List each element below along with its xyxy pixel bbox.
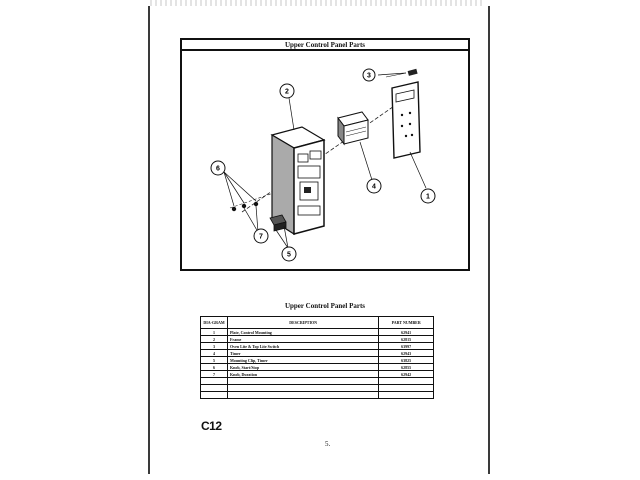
- cell-diagram: [201, 378, 228, 385]
- timer: [338, 112, 368, 144]
- svg-text:1: 1: [426, 193, 430, 201]
- assembly-axis-line: [242, 95, 410, 212]
- cell-description: [227, 378, 378, 385]
- cell-part-number: 62855: [379, 364, 434, 371]
- cell-description: Timer: [227, 350, 378, 357]
- cell-diagram: 4: [201, 350, 228, 357]
- callout-6: [211, 161, 225, 175]
- cell-diagram: 5: [201, 357, 228, 364]
- table-row: [201, 371, 434, 378]
- svg-text:6: 6: [216, 165, 220, 173]
- svg-text:4: 4: [372, 183, 376, 191]
- cell-diagram: 3: [201, 343, 228, 350]
- diagram-title: Upper Control Panel Parts: [182, 40, 468, 51]
- mounting-clip: [270, 215, 286, 231]
- control-mounting-plate: [392, 82, 420, 158]
- callout-3: [363, 69, 375, 81]
- cell-part-number: 62815: [379, 336, 434, 343]
- cell-description: Frame: [227, 336, 378, 343]
- header-part-number: PART NUMBER: [379, 317, 434, 329]
- cell-diagram: 6: [201, 364, 228, 371]
- cell-diagram: [201, 385, 228, 392]
- callout-2: [280, 84, 294, 98]
- cell-part-number: 63825: [379, 357, 434, 364]
- callout-1: [421, 189, 435, 203]
- cell-description: Knob, Duration: [227, 371, 378, 378]
- cell-part-number: [379, 378, 434, 385]
- cell-part-number: 62943: [379, 350, 434, 357]
- parts-table: [200, 316, 434, 399]
- svg-text:7: 7: [259, 233, 263, 241]
- callout-4: [367, 179, 381, 193]
- table-row: [201, 392, 434, 399]
- table-row: [201, 378, 434, 385]
- table-row: [201, 364, 434, 371]
- cell-part-number: [379, 392, 434, 399]
- cell-diagram: 1: [201, 329, 228, 336]
- callout-7: [254, 229, 268, 243]
- table-row: [201, 357, 434, 364]
- exploded-diagram: [180, 38, 470, 271]
- diagram-drawing: [182, 40, 468, 269]
- svg-text:5: 5: [287, 251, 291, 259]
- header-description: DESCRIPTION: [227, 317, 378, 329]
- table-row: [201, 343, 434, 350]
- oven-lite-switch: [386, 69, 418, 77]
- cell-description: Mounting Clip, Timer: [227, 357, 378, 364]
- cell-description: [227, 392, 378, 399]
- svg-text:3: 3: [367, 72, 371, 80]
- cell-description: [227, 385, 378, 392]
- table-title: Upper Control Panel Parts: [284, 302, 366, 310]
- callout-5-top: [282, 247, 296, 261]
- table-row: [201, 385, 434, 392]
- header-diagram: DIA-GRAM: [201, 317, 228, 329]
- cell-part-number: [379, 385, 434, 392]
- cell-description: Oven Lite & Top Lite Switch: [227, 343, 378, 350]
- cell-description: Knob, Start/Stop: [227, 364, 378, 371]
- cell-diagram: 2: [201, 336, 228, 343]
- table-row: [201, 350, 434, 357]
- cell-diagram: [201, 392, 228, 399]
- cell-part-number: 63997: [379, 343, 434, 350]
- cell-diagram: 7: [201, 371, 228, 378]
- page-number: 5.: [325, 440, 331, 448]
- table-row: [201, 336, 434, 343]
- cell-part-number: 62941: [379, 329, 434, 336]
- table-row: [201, 329, 434, 336]
- cell-part-number: 62942: [379, 371, 434, 378]
- svg-text:2: 2: [285, 88, 289, 96]
- page-code: C12: [201, 419, 222, 433]
- cell-description: Plate, Control Mounting: [227, 329, 378, 336]
- table-header-row: [201, 317, 434, 329]
